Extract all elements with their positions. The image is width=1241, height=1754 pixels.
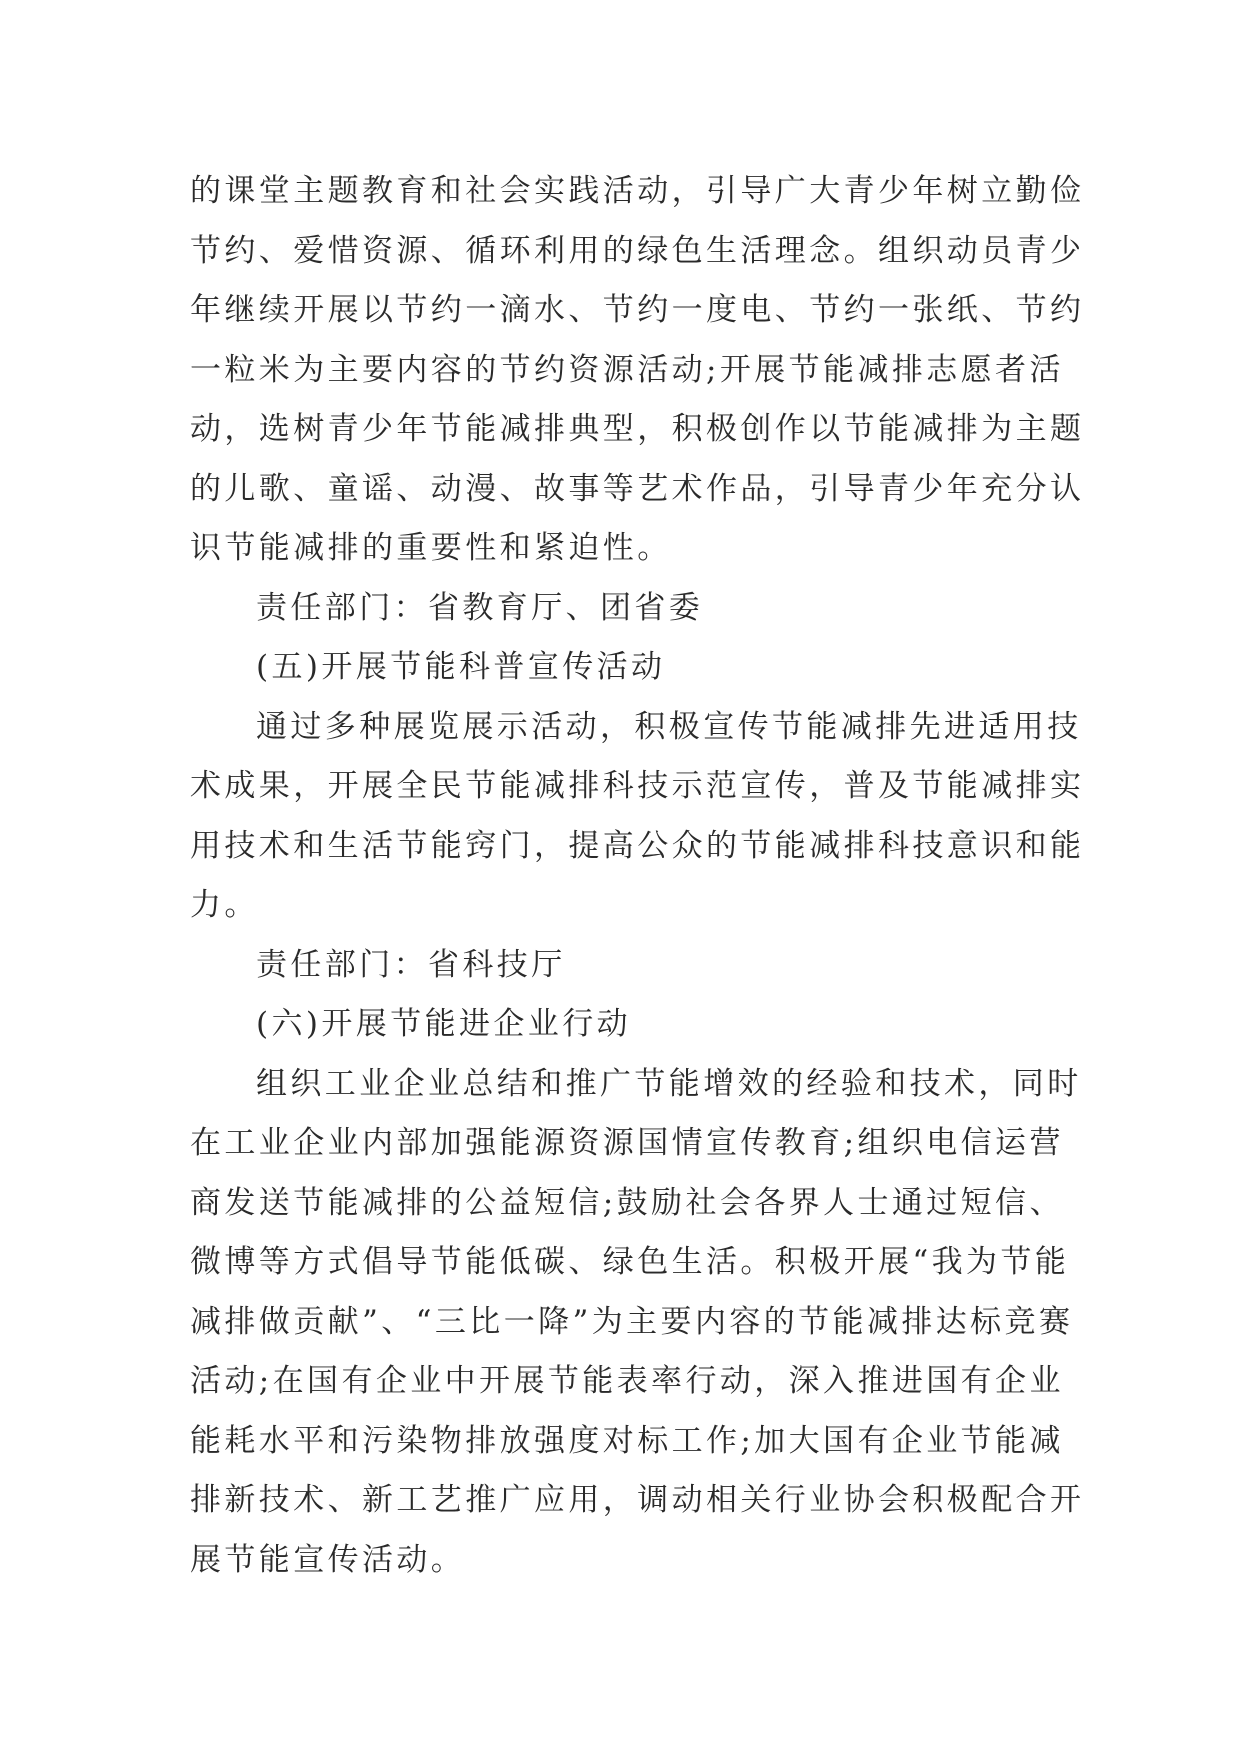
body-line: 微博等方式倡导节能低碳、绿色生活。积极开展“我为节能 xyxy=(190,1244,1070,1280)
section-heading-5: (五)开展节能科普宣传活动 xyxy=(256,649,666,685)
section-heading-6: (六)开展节能进企业行动 xyxy=(256,1006,631,1042)
responsible-department-line: 责任部门：省教育厅、团省委 xyxy=(256,589,704,626)
body-line: 术成果，开展全民节能减排科技示范宣传，普及节能减排实 xyxy=(190,768,1085,804)
body-line: 组织工业企业总结和推广节能增效的经验和技术，同时 xyxy=(256,1065,1082,1102)
body-line: 展节能宣传活动。 xyxy=(190,1541,466,1578)
body-line: 节约、爱惜资源、循环利用的绿色生活理念。组织动员青少 xyxy=(190,232,1085,269)
body-line: 力。 xyxy=(190,887,259,923)
body-line: 减排做贡献”、“三比一降”为主要内容的节能减排达标竞赛 xyxy=(190,1303,1074,1340)
body-line: 年继续开展以节约一滴水、节约一度电、节约一张纸、节约 xyxy=(190,292,1085,328)
body-line: 活动;在国有企业中开展节能表率行动，深入推进国有企业 xyxy=(190,1363,1064,1399)
responsible-department-line: 责任部门：省科技厅 xyxy=(256,946,566,983)
body-line: 一粒米为主要内容的节约资源活动;开展节能减排志愿者活 xyxy=(190,351,1064,388)
body-line: 在工业企业内部加强能源资源国情宣传教育;组织电信运营 xyxy=(190,1125,1064,1161)
body-line: 排新技术、新工艺推广应用，调动相关行业协会积极配合开 xyxy=(190,1482,1085,1518)
body-line: 的课堂主题教育和社会实践活动，引导广大青少年树立勤俭 xyxy=(190,173,1085,209)
document-body xyxy=(190,162,1085,1590)
body-line: 用技术和生活节能窍门，提高公众的节能减排科技意识和能 xyxy=(190,827,1085,864)
body-line: 商发送节能减排的公益短信;鼓励社会各界人士通过短信、 xyxy=(190,1184,1064,1221)
body-line: 能耗水平和污染物排放强度对标工作;加大国有企业节能减 xyxy=(190,1422,1064,1459)
body-line: 的儿歌、童谣、动漫、故事等艺术作品，引导青少年充分认 xyxy=(190,470,1085,507)
body-line: 通过多种展览展示活动，积极宣传节能减排先进适用技 xyxy=(256,708,1082,745)
body-line: 识节能减排的重要性和紧迫性。 xyxy=(190,530,672,566)
body-line: 动，选树青少年节能减排典型，积极创作以节能减排为主题 xyxy=(190,411,1085,447)
